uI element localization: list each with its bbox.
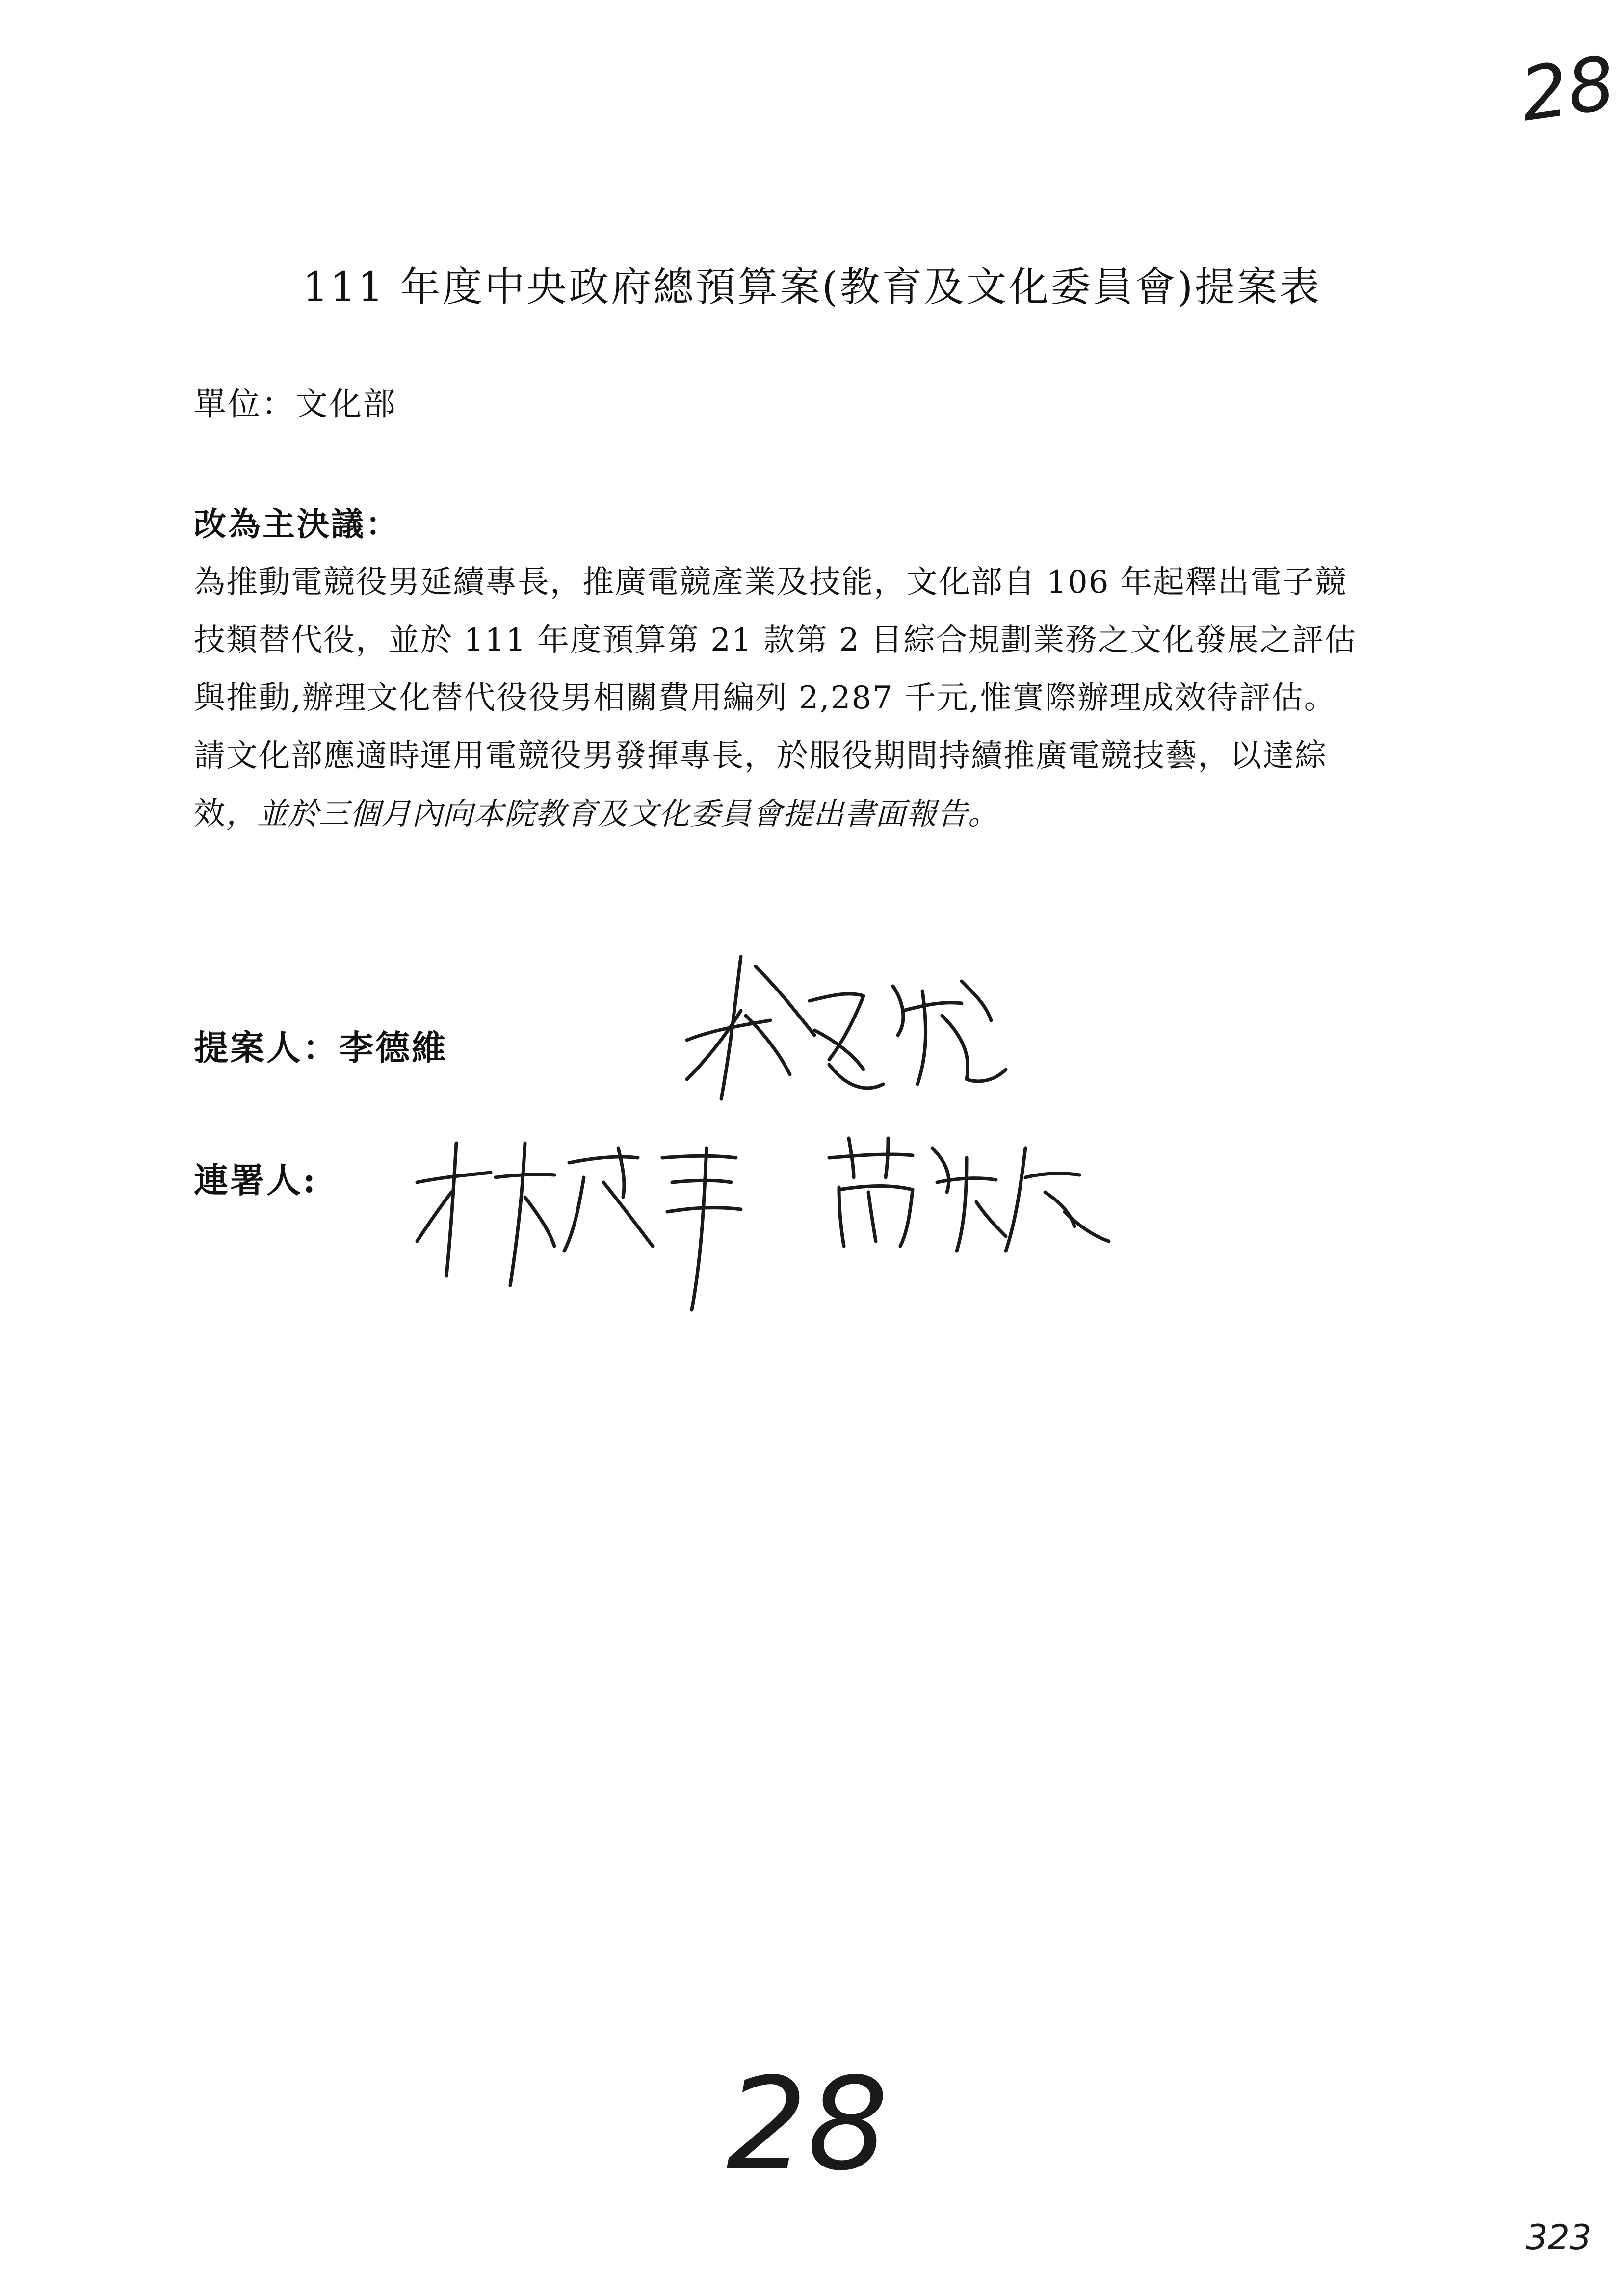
document-title: 111 年度中央政府總預算案(教育及文化委員會)提案表	[302, 264, 1322, 311]
archive-page-number: 323	[1526, 2218, 1592, 2258]
handwritten-page-number-top: 28	[1515, 40, 1621, 138]
cosigner-signature-1	[407, 1128, 751, 1315]
proposer-signature	[667, 937, 1021, 1123]
resolution-heading: 改為主決議：	[194, 505, 400, 543]
unit-line: 單位：文化部	[194, 385, 397, 423]
handwritten-addition: ，並於三個月內向本院教育及文化委員會提出書面報告。	[226, 796, 999, 832]
cosigner-signature-2	[819, 1128, 1114, 1256]
body-line: 與推動,辦理文化替代役役男相關費用編列 2,287 千元,惟實際辦理成效待評估。	[194, 680, 1336, 716]
resolution-body	[194, 553, 1484, 843]
body-line: 技類替代役，並於 111 年度預算第 21 款第 2 目綜合規劃業務之文化發展之評估	[194, 622, 1357, 658]
body-line: 為推動電競役男延續專長，推廣電競產業及技能，文化部自 106 年起釋出電子競	[194, 564, 1347, 600]
proposer-label: 提案人：李德維	[194, 1027, 448, 1068]
handwritten-page-number-bottom: 28	[726, 2051, 889, 2199]
printed-text: 效	[194, 796, 226, 832]
body-line: 請文化部應適時運用電競役男發揮專長，於服役期間持續推廣電競技藝，以達綜	[194, 738, 1327, 774]
cosigner-label: 連署人:	[194, 1160, 317, 1200]
body-line-last	[194, 785, 1484, 843]
